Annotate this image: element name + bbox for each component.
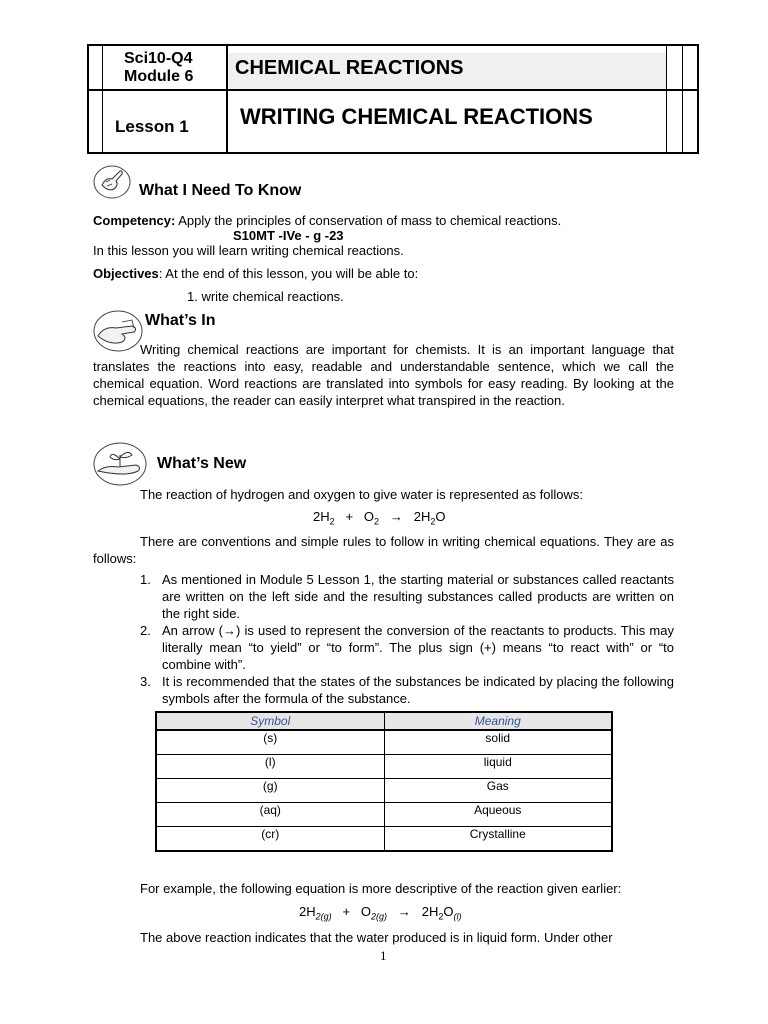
header-divider-right1 [666, 44, 667, 154]
competency-code: S10MT -IVe - g -23 [233, 228, 344, 243]
section-heading-new: What’s New [157, 455, 247, 472]
symbol-cell: (g) [156, 779, 384, 803]
lesson-intro: In this lesson you will learn writing chemical reactions. [93, 243, 404, 258]
objectives-line: Objectives: At the end of this lesson, you will be able to: [93, 266, 419, 281]
col-meaning-header: Meaning [384, 712, 612, 730]
meaning-cell: liquid [384, 755, 612, 779]
header-divider-mid [226, 44, 228, 154]
section-heading-in: What’s In [145, 312, 216, 329]
pointing-hand-icon [92, 163, 132, 201]
closing-text: The above reaction indicates that the water produced is in liquid form. Under other [140, 930, 613, 945]
table-header-row [156, 712, 612, 730]
descriptive-equation: $2H_{2(g)}$ + $O_{2(g)}$ → $2H_2O_{(l)}$ [299, 904, 462, 922]
competency-line: Competency: Apply the principles of conservation of mass to chemical reactions. [93, 213, 562, 228]
header-divider-right2 [682, 44, 683, 154]
meaning-cell: Gas [384, 779, 612, 803]
symbol-cell: (aq) [156, 803, 384, 827]
table-row [156, 827, 612, 852]
header-divider-left [102, 44, 103, 154]
whats-in-paragraph: Writing chemical reactions are important for chemists. It is an important language that translates the reactions into easy, readable and understandable sentence, which we call the chemical equation. Word reactions are translated into symbols for easy reading. By looking at the chemical equations, the reader can easily interpret what transpired in the reaction. [93, 342, 674, 408]
col-symbol-header: Symbol [156, 712, 384, 730]
rules-list [140, 571, 674, 707]
meaning-cell: Aqueous [384, 803, 612, 827]
meaning-cell: solid [384, 730, 612, 755]
section-heading-know: What I Need To Know [139, 182, 302, 199]
rule-item: 1. As mentioned in Module 5 Lesson 1, the starting material or substances called reactants are written on the left side and the resulting substances called products are written on the right side. [140, 572, 674, 621]
table-row [156, 755, 612, 779]
water-equation: $2H_2$ + $O_2$ → $2H_2O$ [313, 509, 446, 527]
states-table [155, 711, 613, 852]
rule-item: 2. An arrow (→) is used to represent the conversion of the reactants to products. This may literally mean “to yield” or “to form”. The plus sign (+) means “to react with” or “to combine with”. [140, 623, 674, 672]
symbol-cell: (l) [156, 755, 384, 779]
conventions-paragraph: There are conventions and simple rules to follow in writing chemical equations. They are as follows: [93, 534, 674, 566]
table-row [156, 803, 612, 827]
lesson-label: Lesson 1 [115, 117, 189, 136]
symbol-cell: (cr) [156, 827, 384, 852]
course-code: Sci10-Q4 Module 6 [124, 50, 194, 85]
symbol-cell: (s) [156, 730, 384, 755]
page-number: 1 [380, 948, 387, 963]
table-row [156, 779, 612, 803]
topic-title: CHEMICAL REACTIONS [235, 57, 464, 79]
objective-item: 1. write chemical reactions. [187, 289, 344, 304]
table-row [156, 730, 612, 755]
rule-item: 3. It is recommended that the states of the substances be indicated by placing the following symbols after the formula of the substance. [140, 674, 674, 706]
plant-hand-icon [92, 441, 150, 487]
lesson-title: WRITING CHEMICAL REACTIONS [240, 104, 593, 129]
example-intro: For example, the following equation is more descriptive of the reaction given earlier: [140, 881, 622, 896]
header-row-divider [87, 89, 699, 91]
reaction-intro: The reaction of hydrogen and oxygen to give water is represented as follows: [140, 487, 583, 502]
meaning-cell: Crystalline [384, 827, 612, 852]
